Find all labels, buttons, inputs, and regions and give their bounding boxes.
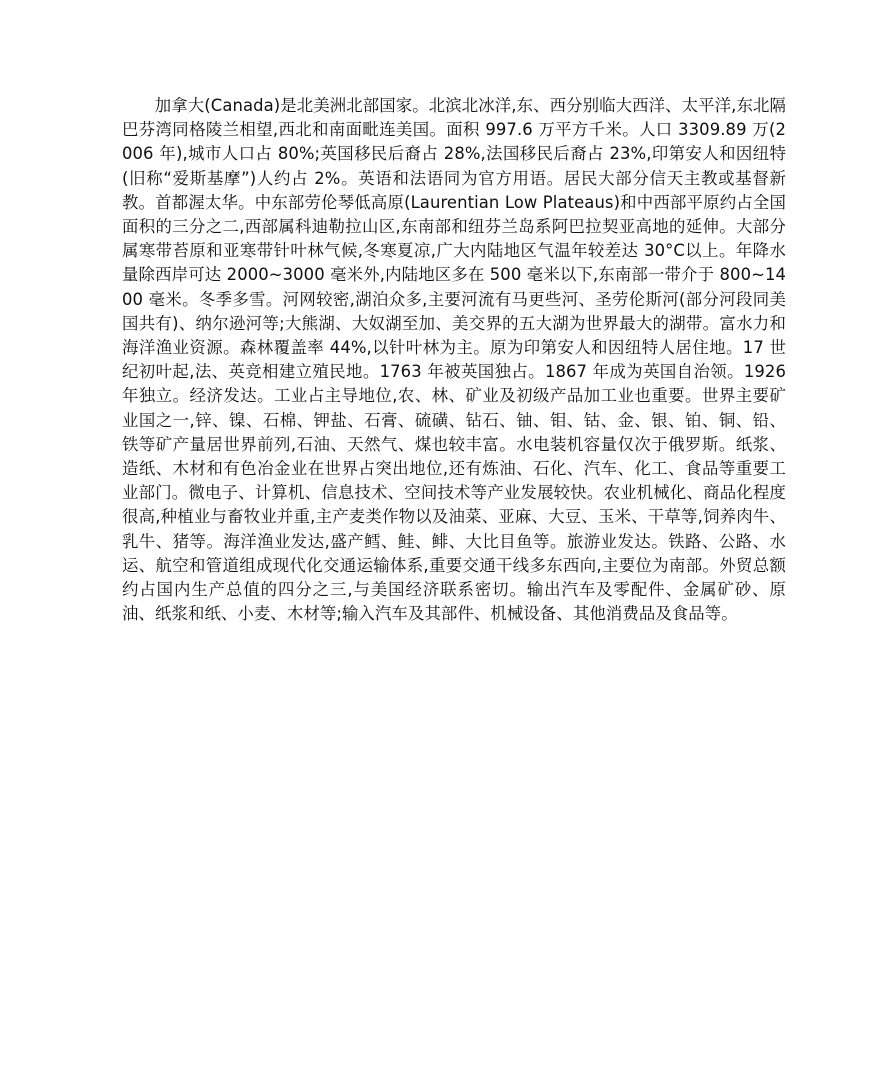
canada-description-paragraph: 加拿大(Canada)是北美洲北部国家。北滨北冰洋,东、西分别临大西洋、太平洋,东北隔巴芬湾同格陵兰相望,西北和南面毗连美国。面积 997.6 万平方千米。人口 3309.89 万(2006 年),城市人口占 80%;英国移民后裔占 28%,法国移民后裔占 23%,印第安人和因纽特(旧称“爱斯基摩”)人约占 2%。英语和法语同为官方用语。居民大部分信天主教或基督新教。首都渥太华。中东部劳伦琴低高原(Laurentian Low Plateaus)和中西部平原约占全国面积的三分之二,西部属科迪勒拉山区,东南部和纽芬兰岛系阿巴拉契亚高地的延伸。大部分属寒带苔原和亚寒带针叶林气候,冬寒夏凉,广大内陆地区气温年较差达 30°C以上。年降水量除西岸可达 2000~3000 毫米外,内陆地区多在 500 毫米以下,东南部一带介于 800~1400 毫米。冬季多雪。河网较密,湖泊众多,主要河流有马更些河、圣劳伦斯河(部分河段同美国共有)、纳尔逊河等;大熊湖、大奴湖至加、美交界的五大湖为世界最大的湖带。富水力和海洋渔业资源。森林覆盖率 44%,以针叶林为主。原为印第安人和因纽特人居住地。17 世纪初叶起,法、英竞相建立殖民地。1763 年被英国独占。1867 年成为英国自治领。1926 年独立。经济发达。工业占主导地位,农、林、矿业及初级产品加工业也重要。世界主要矿业国之一,锌、镍、石棉、钾盐、石膏、硫磺、钻石、铀、钼、钴、金、银、铂、铜、铅、铁等矿产量居世界前列,石油、天然气、煤也较丰富。水电装机容量仅次于俄罗斯。纸浆、造纸、木材和有色冶金业在世界占突出地位,还有炼油、石化、汽车、化工、食品等重要工业部门。微电子、计算机、信息技术、空间技术等产业发展较快。农业机械化、商品化程度很高,种植业与畜牧业并重,主产麦类作物以及油菜、亚麻、大豆、玉米、干草等,饲养肉牛、乳牛、猪等。海洋渔业发达,盛产鳕、鲑、鲱、大比目鱼等。旅游业发达。铁路、公路、水运、航空和管道组成现代化交通运输体系,重要交通干线多东西向,主要位为南部。外贸总额约占国内生产总值的四分之三,与美国经济联系密切。输出汽车及零配件、金属矿砂、原油、纸浆和纸、小麦、木材等;输入汽车及其部件、机械设备、其他消费品及食品等。 xyxy=(122,96,786,624)
document-page xyxy=(122,94,786,626)
